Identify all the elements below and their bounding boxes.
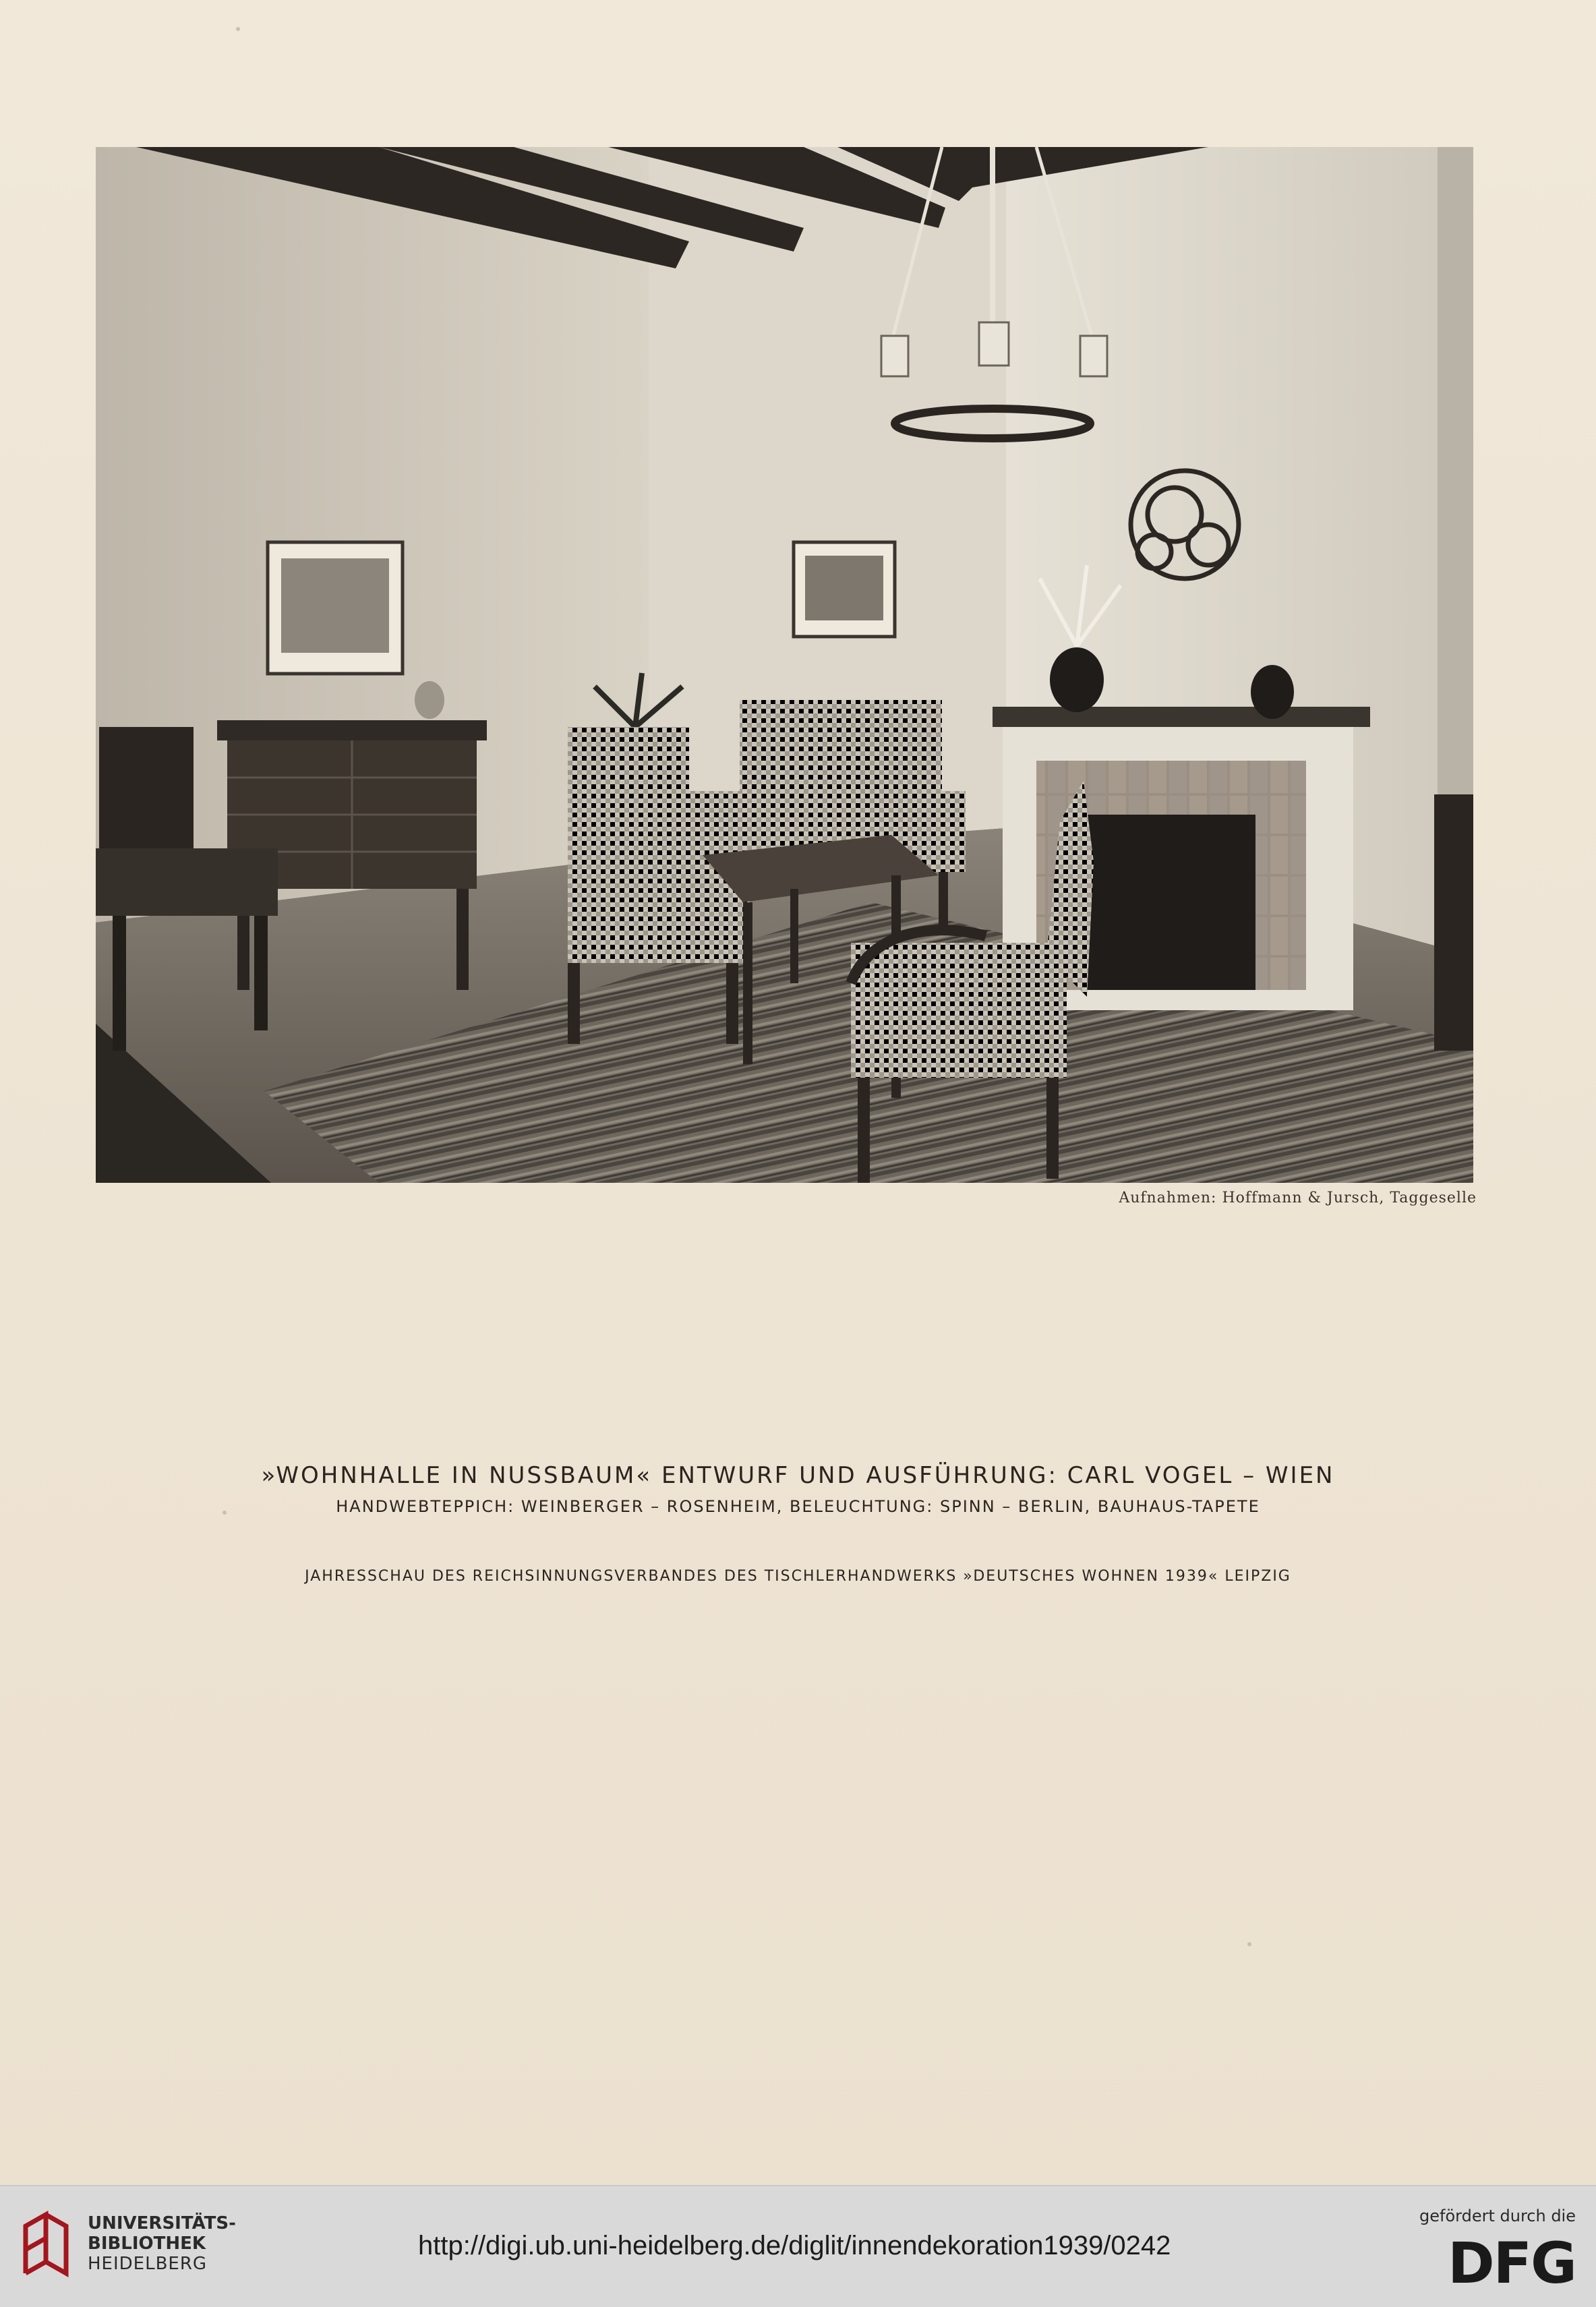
university-library-logo-icon: [19, 2209, 80, 2283]
library-name: [88, 2213, 236, 2274]
photo-credit: Aufnahmen: Hoffmann & Jursch, Taggeselle: [1119, 1190, 1477, 1206]
caption-event: JAHRESSCHAU DES REICHSINNUNGSVERBANDES DES TISCHLERHANDWERKS »DEUTSCHES WOHNEN 1939« LEIPZIG: [305, 1568, 1291, 1585]
library-name-line2: BIBLIOTHEK: [88, 2233, 206, 2254]
library-name-line3: HEIDELBERG: [88, 2254, 208, 2274]
interior-photograph: [96, 147, 1473, 1183]
document-url-link[interactable]: http://digi.ub.uni-heidelberg.de/diglit/innendekoration1939/0242: [418, 2231, 1171, 2260]
paper-speck: [1247, 1942, 1251, 1946]
caption-subtitle: HANDWEBTEPPICH: WEINBERGER – ROSENHEIM, BELEUCHTUNG: SPINN – BERLIN, BAUHAUS-TAPETE: [336, 1497, 1260, 1516]
living-room-photo-illustration: [96, 147, 1473, 1183]
paper-speck: [223, 1511, 227, 1515]
caption-title: »WOHNHALLE IN NUSSBAUM« ENTWURF UND AUSFÜHRUNG: CARL VOGEL – WIEN: [261, 1462, 1335, 1489]
digitization-footer: [0, 2185, 1596, 2307]
dfg-logo: DFG: [1447, 2230, 1576, 2296]
paper-speck: [236, 27, 240, 31]
library-name-line1: UNIVERSITÄTS-: [88, 2213, 236, 2233]
funded-by-label: gefördert durch die: [1419, 2207, 1576, 2225]
